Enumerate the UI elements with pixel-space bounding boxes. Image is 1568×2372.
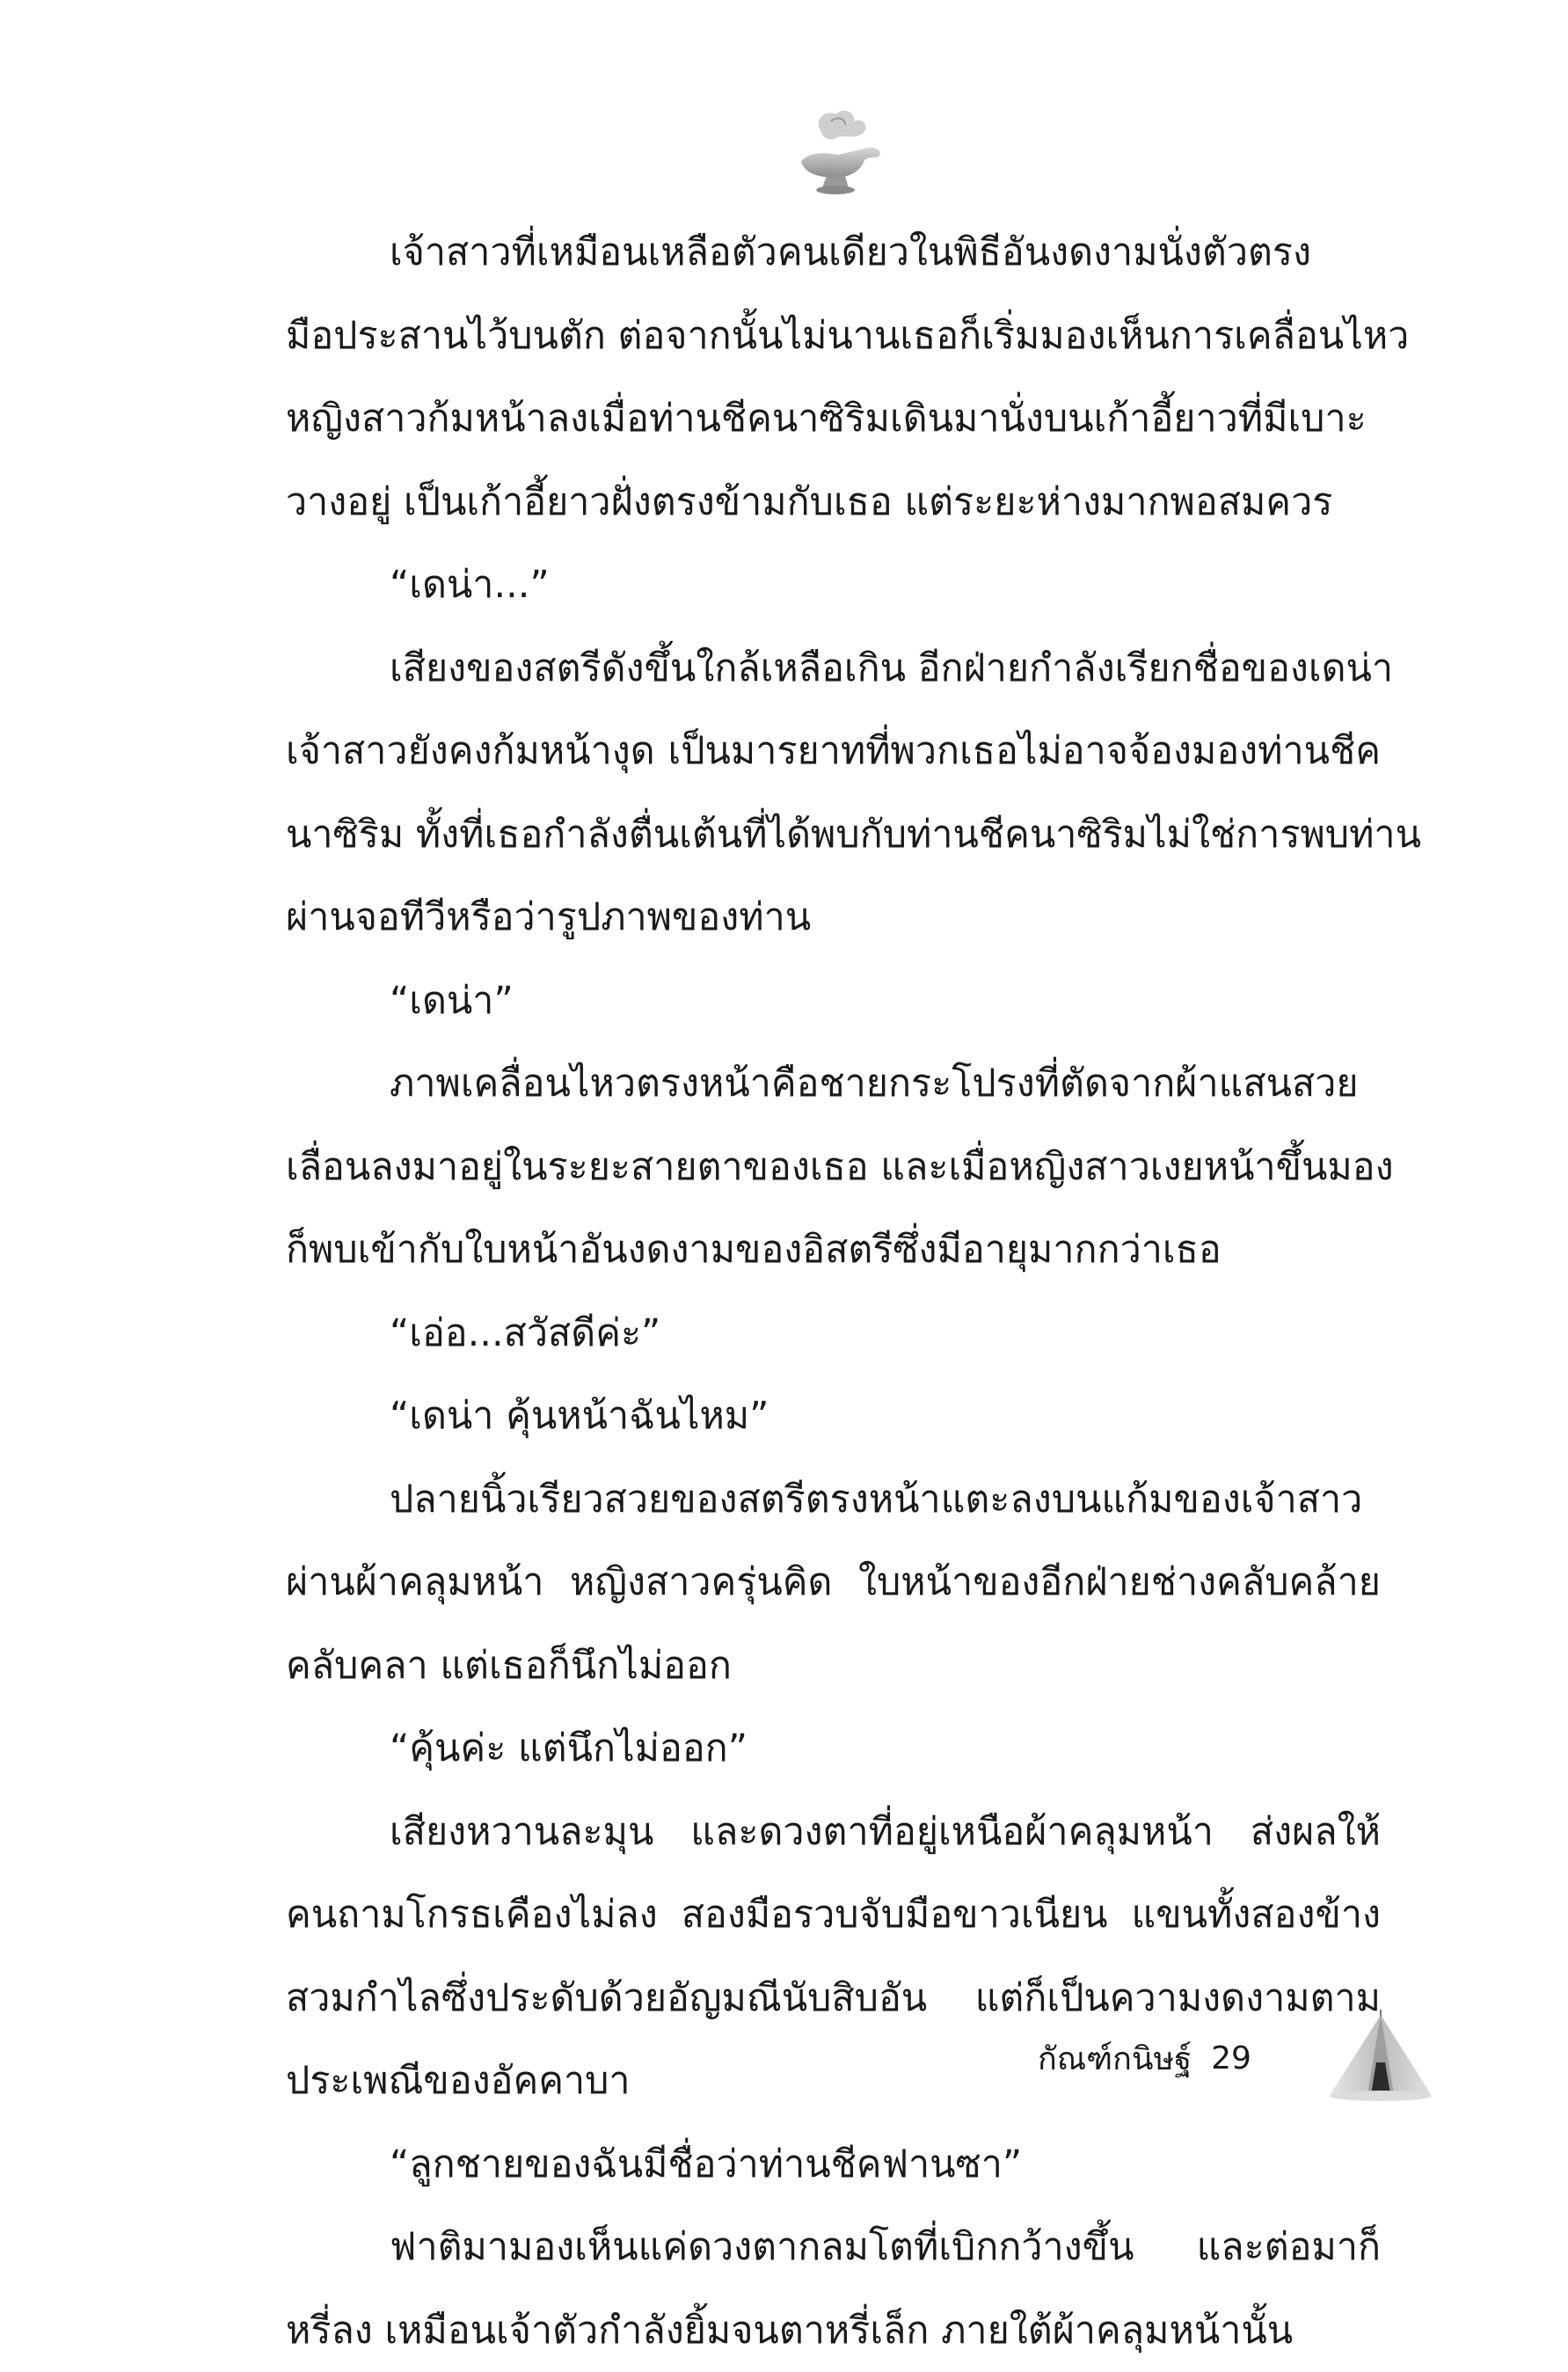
- text-line: คนถามโกรธเคืองไม่ลง สองมือรวบจับมือขาวเนียน แขนทั้งสองข้าง: [286, 1873, 1381, 1957]
- text-line: วางอยู่ เป็นเก้าอี้ยาวฝั่งตรงข้ามกับเธอ แต่ระยะห่างมากพอสมควร: [286, 461, 1381, 544]
- paragraph: [286, 627, 1381, 960]
- paragraph: [286, 544, 1381, 627]
- paragraph: [286, 211, 1381, 544]
- text-line: ปลายนิ้วเรียวสวยของสตรีตรงหน้าแตะลงบนแก้มของเจ้าสาว: [286, 1458, 1381, 1542]
- text-line: สวมกำไลซึ่งประดับด้วยอัญมณีนับสิบอัน แต่ก็เป็นความงดงามตาม: [286, 1957, 1381, 2040]
- tent-icon: [1324, 2010, 1438, 2106]
- text-line: “เดน่า”: [286, 960, 1381, 1043]
- magic-lamp-icon: [787, 104, 893, 201]
- book-title: กัณฑ์กนิษฐ์: [1038, 2033, 1192, 2084]
- paragraph: [286, 1707, 1381, 1791]
- text-line: คลับคลา แต่เธอก็นึกไม่ออก: [286, 1624, 1381, 1708]
- text-line: ประเพณีของอัคคาบา: [286, 2040, 1381, 2123]
- page-footer: [1038, 2027, 1251, 2089]
- paragraph: [286, 1042, 1381, 1292]
- text-line: ภาพเคลื่อนไหวตรงหน้าคือชายกระโปรงที่ตัดจากผ้าแสนสวย: [286, 1042, 1381, 1126]
- paragraph: [286, 960, 1381, 1043]
- paragraph: [286, 1292, 1381, 1376]
- text-line: เจ้าสาวยังคงก้มหน้างุด เป็นมารยาทที่พวกเธอไม่อาจจ้องมองท่านชีค: [286, 710, 1381, 793]
- paragraph: [286, 2123, 1381, 2207]
- text-line: เสียงของสตรีดังขึ้นใกล้เหลือเกิน อีกฝ่ายกำลังเรียกชื่อของเดน่า: [286, 627, 1381, 711]
- text-line: เสียงหวานละมุน และดวงตาที่อยู่เหนือผ้าคลุมหน้า ส่งผลให้: [286, 1791, 1381, 1874]
- text-line: เจ้าสาวที่เหมือนเหลือตัวคนเดียวในพิธีอันงดงามนั่งตัวตรง: [286, 211, 1381, 295]
- paragraph: [286, 1375, 1381, 1458]
- text-line: หญิงสาวก้มหน้าลงเมื่อท่านชีคนาซิริมเดินมานั่งบนเก้าอี้ยาวที่มีเบาะ: [286, 377, 1381, 461]
- text-line: “ลูกชายของฉันมีชื่อว่าท่านชีคฟานซา”: [286, 2123, 1381, 2207]
- text-line: ผ่านจอทีวีหรือว่ารูปภาพของท่าน: [286, 876, 1381, 960]
- text-line: “เดน่า คุ้นหน้าฉันไหม”: [286, 1375, 1381, 1458]
- text-line: นาซิริม ทั้งที่เธอกำลังตื่นเต้นที่ได้พบกับท่านชีคนาซิริมไม่ใช่การพบท่าน: [286, 793, 1381, 877]
- page-number: 29: [1211, 2040, 1251, 2076]
- text-line: “คุ้นค่ะ แต่นึกไม่ออก”: [286, 1707, 1381, 1791]
- text-line: ผ่านผ้าคลุมหน้า หญิงสาวครุ่นคิด ใบหน้าของอีกฝ่ายช่างคลับคล้าย: [286, 1541, 1381, 1624]
- paragraph: [286, 2206, 1381, 2372]
- text-line: เลื่อนลงมาอยู่ในระยะสายตาของเธอ และเมื่อหญิงสาวเงยหน้าขึ้นมอง: [286, 1126, 1381, 1209]
- text-line: “เดน่า...”: [286, 544, 1381, 627]
- text-line: ฟาติมามองเห็นแค่ดวงตากลมโตที่เบิกกว้างขึ้น และต่อมาก็: [286, 2206, 1381, 2289]
- text-line: ก็พบเข้ากับใบหน้าอันงดงามของอิสตรีซึ่งมีอายุมากกว่าเธอ: [286, 1208, 1381, 1292]
- text-line: มือประสานไว้บนตัก ต่อจากนั้นไม่นานเธอก็เริ่มมองเห็นการเคลื่อนไหว: [286, 295, 1381, 378]
- text-line: “เอ่อ...สวัสดีค่ะ”: [286, 1292, 1381, 1376]
- paragraph: [286, 1458, 1381, 1708]
- text-line: หรี่ลง เหมือนเจ้าตัวกำลังยิ้มจนตาหรี่เล็ก ภายใต้ผ้าคลุมหน้านั้น: [286, 2289, 1381, 2372]
